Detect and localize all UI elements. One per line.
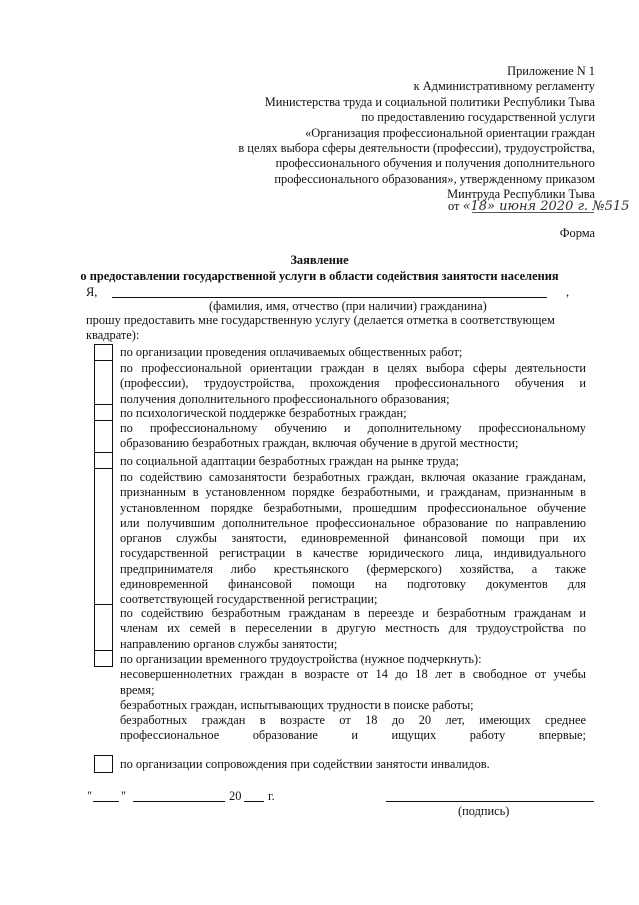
order-date-prefix: от [448, 199, 460, 213]
option-line: по организации сопровождения при содействии занятости инвалидов. [120, 757, 490, 771]
option-line: безработных граждан, испытывающих трудности в поиске работы; [120, 697, 474, 712]
option-line: безработных граждан в возрасте от 18 до 20 лет, имеющих среднее [120, 713, 586, 728]
checkbox-disabled-support[interactable] [94, 755, 113, 773]
header-block [238, 64, 595, 203]
applicant-prefix: Я, [86, 285, 98, 299]
option-line: по содействию самозанятости безработных граждан, включая оказание гражданам, [120, 470, 586, 484]
option-professional-training [120, 421, 586, 452]
option-line: государственной регистрации в качестве юридического лица, индивидуального [120, 546, 586, 561]
option-line: единовременной финансовой помощи на подготовку документов для [120, 577, 586, 592]
option-line: по содействию безработным гражданам в переезде и безработным гражданам и [120, 606, 586, 620]
option-line: образованию безработных граждан, включая обучение в другой местности; [120, 436, 519, 451]
date-quote-open: " [87, 789, 93, 803]
option-psychological-support [120, 406, 586, 421]
option-social-adaptation [120, 454, 586, 469]
checkbox-public-works[interactable] [94, 344, 113, 361]
header-line: Министерства труда и социальной политики Республики Тыва [264, 94, 595, 109]
option-line: членам их семей в переселении в другую местность для трудоустройства по [120, 621, 586, 636]
form-label: Форма [559, 226, 595, 240]
date-day-field[interactable] [93, 801, 119, 802]
request-text [86, 313, 586, 343]
option-line: время; [120, 682, 155, 697]
signature-caption: (подпись) [458, 804, 510, 818]
option-line: по профессиональной ориентации граждан в целях выбора сферы деятельности [120, 361, 586, 375]
option-self-employment [120, 470, 586, 608]
handwritten-order-date: «18» июня 2020 г. №515 [462, 199, 630, 214]
signature-field[interactable] [386, 801, 594, 802]
date-month-field[interactable] [133, 801, 225, 802]
header-line: профессионального обучения и получения дополнительного [275, 156, 595, 171]
header-line: Приложение N 1 [507, 64, 595, 78]
option-line: органов службы занятости, единовременной финансовой помощи при их [120, 531, 586, 546]
option-line: по психологической поддержке безработных граждан; [120, 406, 407, 420]
order-date-underline [472, 212, 594, 213]
option-relocation [120, 606, 586, 652]
option-line: (профессии), трудоустройства, прохождения профессионального обучения и [120, 376, 586, 391]
option-line: признанным в установленном порядке безработными, и гражданам, признанным в [120, 485, 586, 500]
checkbox-relocation[interactable] [94, 604, 113, 651]
document-title: Заявление [290, 253, 349, 267]
header-line: в целях выбора сферы деятельности (профессии), трудоустройства, [238, 141, 595, 156]
option-disabled-support [120, 757, 586, 772]
header-line: по предоставлению государственной услуги [361, 110, 595, 125]
header-line: «Организация профессиональной ориентации граждан [305, 125, 595, 140]
checkbox-social-adaptation[interactable] [94, 452, 113, 469]
applicant-caption: (фамилия, имя, отчество (при наличии) гражданина) [209, 299, 487, 313]
date-quote-close: " [121, 789, 127, 803]
option-public-works [120, 345, 586, 360]
option-line: по организации проведения оплачиваемых общественных работ; [120, 345, 463, 359]
header-line: Минтруда Республики Тыва [447, 187, 595, 202]
option-line: получения дополнительного профессионального образования; [120, 391, 450, 406]
option-line: профессиональное образование и ищущих работу впервые; [120, 728, 586, 743]
option-line: по организации временного трудоустройства (нужное подчеркнуть): [120, 652, 482, 666]
checkbox-self-employment[interactable] [94, 468, 113, 605]
checkbox-career-guidance[interactable] [94, 360, 113, 405]
option-career-guidance [120, 361, 586, 407]
option-temporary-employment [120, 652, 586, 744]
header-line: к Административному регламенту [413, 79, 595, 94]
option-line: направлению органов службы занятости; [120, 636, 338, 651]
checkbox-professional-training[interactable] [94, 420, 113, 453]
date-year-suffix: г. [268, 789, 275, 803]
request-text-line: квадрате): [86, 328, 140, 342]
option-line: предпринимателя либо крестьянского (фермерского) хозяйства, а также [120, 561, 586, 576]
option-line: несовершеннолетних граждан в возрасте от 14 до 18 лет в свободное от учебы [120, 667, 586, 682]
option-line: или получившим дополнительное профессиональное образование по направлению [120, 515, 586, 530]
option-line: установленном порядке безработными, прошедшим профессиональное обучение [120, 500, 586, 515]
date-year-prefix: 20 [229, 789, 242, 803]
document-subtitle: о предоставлении государственной услуги в области содействия занятости населения [80, 269, 559, 283]
option-line: соответствующей государственной регистрации; [120, 592, 378, 607]
date-year-field[interactable] [244, 801, 264, 802]
applicant-name-field[interactable] [112, 297, 547, 298]
option-line: по профессиональному обучению и дополнительному профессиональному [120, 421, 586, 435]
checkbox-temporary-employment[interactable] [94, 650, 113, 667]
checkbox-psychological-support[interactable] [94, 404, 113, 421]
request-text-line: прошу предоставить мне государственную услугу (делается отметка в соответствующем [86, 313, 555, 327]
option-line: по социальной адаптации безработных граждан на рынке труда; [120, 454, 459, 468]
header-line: профессионального образования», утвержденному приказом [274, 171, 595, 186]
applicant-comma: , [566, 285, 570, 299]
